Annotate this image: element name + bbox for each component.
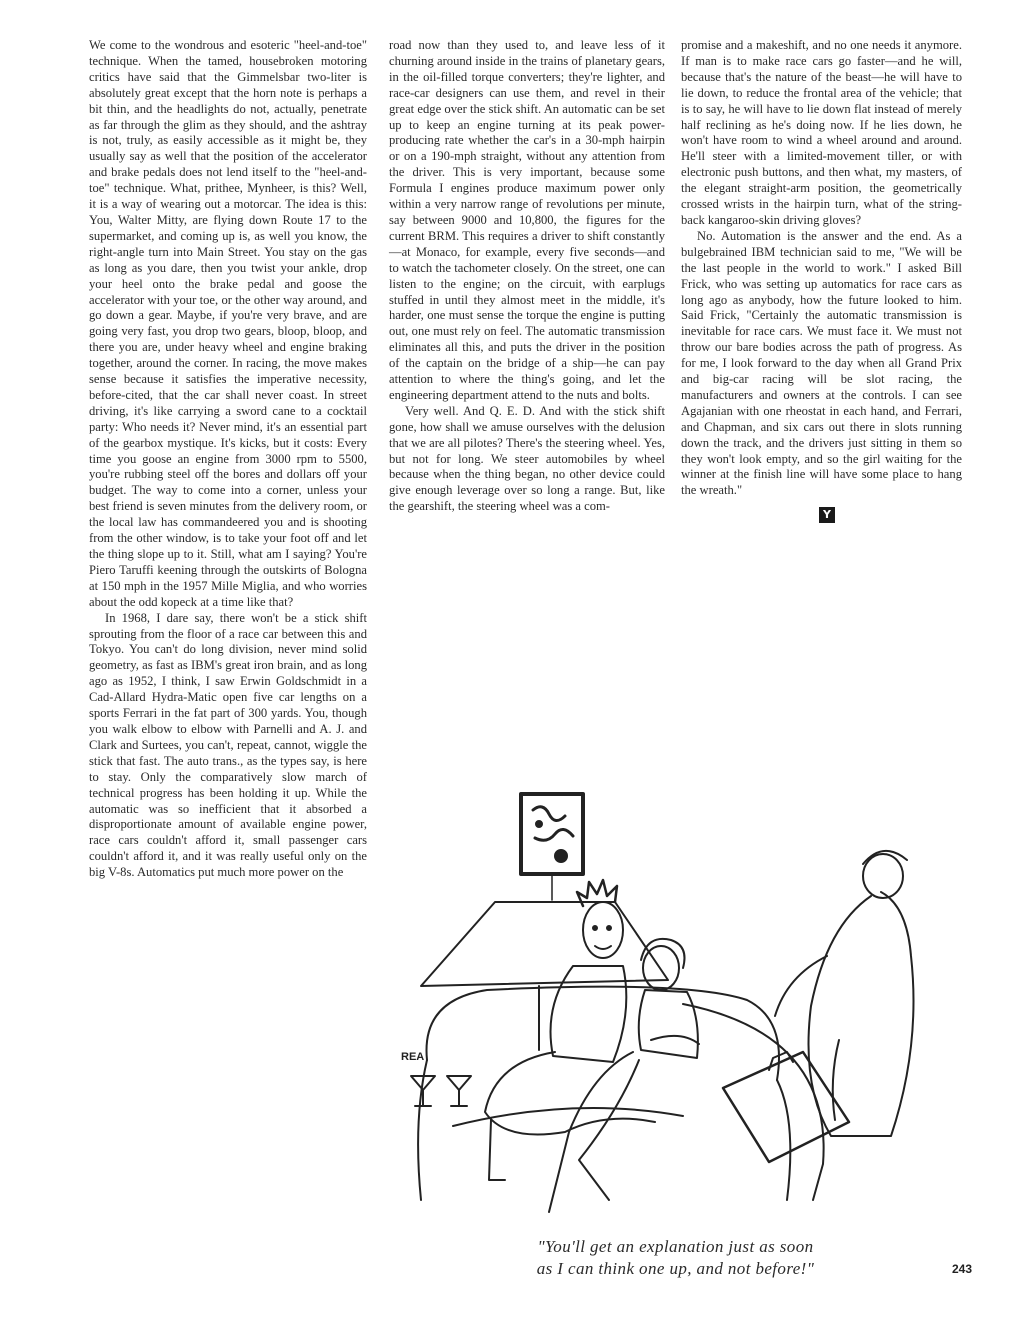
doctor-figure <box>775 851 914 1136</box>
lamp <box>421 902 668 1050</box>
artist-signature: REA <box>401 1051 425 1063</box>
article-column-3 <box>681 38 962 523</box>
couch <box>418 987 824 1200</box>
caption-line: as I can think one up, and not before!" <box>536 1259 815 1278</box>
paragraph: No. Automation is the answer and the end. As a bulgebrained IBM technician said to me, "We will be the last people in the world to work." I asked Bill Frick, who was setting up automatics for race cars as long ago as anybody, how the future looked to him. Said Frick, "Certainly the automatic transmission is inevitable for race cars. We must face it. We must not throw our bare bodies across the path of progress. As for me, I look forward to the day when all Grand Prix and big-car racing will be slot racing, the manufacturers and owners at the controls. I can see Agajanian with one rheostat in each hand, and Ferrari, and Chapman, and six cars out there in slots running down the track, and the drivers just sitting in them so they won't look empty, and so the girl waiting for the winner at the finish line will have some place to hang the wreath." <box>681 228 962 498</box>
article-column-2 <box>389 38 665 515</box>
paragraph: Very well. And Q. E. D. And with the stick shift gone, how shall we amuse ourselves with the delusion that we are all pilotes? There's the steering wheel. Yes, but not for long. We steer automobiles by wheel because when the thing began, no other device could give enough leverage over so long a range. But, like the gearshift, the steering wheel was a com- <box>389 403 665 514</box>
paragraph: road now than they used to, and leave less of it churning around inside in the trains of planetary gears, in the oil-filled torque converters; they're lighter, and race-car designers can use them, and revel in their great edge over the stick shift. An automatic can be set up to keep an engine turning at its peak power-producing rate whether the car's in a 30-mph hairpin or on a 190-mph straight, without any attention from the driver. This is very important, because some Formula I engines produce maximum power only within a very narrow range of revolutions per minute, say between 9000 and 10,800, the figures for the current BRM. This requires a driver to shift constantly—at Monaco, for example, every five seconds—and to watch the tachometer closely. On the street, one can listen to the engine; on the circuit, with earplugs stuffed in until they almost meet in the middle, it's harder, one must sense the torque the engine is putting out, one must rely on feel. The automatic transmission eliminates all this, and puts the driver in the position of the captain on the bridge of a ship—he can pay attention to where the thing's going, and let the engineering department attend to the nuts and bolts. <box>389 38 665 402</box>
page-number: 243 <box>951 1262 972 1276</box>
paragraph: In 1968, I dare say, there won't be a stick shift sprouting from the floor of a race car between this and Tokyo. You can't do long division, never mind solid geometry, as fast as IBM's great iron brain, and as long ago as 1952, I think, I saw Erwin Goldschmidt in a Cad-Allard Hydra-Matic open five car lengths on a sports Ferrari in the fat part of 300 yards. You, though you walk elbow to elbow with Parnelli and A. J. and Clark and Surtees, you can't, repeat, cannot, wiggle the stick that fast. The auto trans., as the types say, is here to stay. Only the comparatively slow march of technical progress has been holding it up. While the automatic was so inefficient that it absorbed a disproportionate amount of available engine power, race cars couldn't afford it, small passenger cars couldn't afford it, and it was really useful only on the big V-8s. Automatics put much more power on the <box>89 610 367 880</box>
wall-picture <box>521 794 583 900</box>
caption-line: "You'll get an explanation just as soon <box>537 1237 814 1256</box>
end-mark-icon: Y <box>819 507 835 523</box>
cartoon-illustration <box>383 790 968 1230</box>
woman-figure <box>549 939 699 1212</box>
paragraph: We come to the wondrous and esoteric "heel-and-toe" technique. When the tamed, housebroken motoring critics have said that the Gimmelsbar two-liter is absolutely great except that the horn note is perhaps a bit thin, and the headlights do not, actually, penetrate as far through the glim as they should, and the ashtray is not, truly, as easily accessible as it might be, they usually say as well that the position of the accelerator and brake pedals does not lend itself to the "heel-and-toe" technique. What, prithee, Mynheer, is this? Well, it is a way of wearing out a motorcar. The idea is this: You, Walter Mitty, are flying down Route 17 to the supermarket, and coming up is, as well you know, the right-angle turn into Main Street. You stay on the gas as long as you dare, then you twist your ankle, drop your heel onto the brake pedal and goose the accelerator with your toe, or the other way around, and go down a gear. Maybe, if you're very brave, and are going very fast, you drop two gears, bloop, bloop, and there you are, under heavy wheel and engine braking together, around the corner. In racing, the move makes sense because it satisfies the imperative necessity, before-cited, that the car shall never coast. In street driving, it's like carrying a sword cane to a cocktail party: Who needs it? Never mind, it's an essential part of the gearbox mystique. It's kicks, but it costs: Every time you goose an engine from 3000 rpm to 5500, you're rubbing steel off the bores and dollars off your budget. The way to come into a corner, unless your best friend is seven minutes from the delivery room, or the local law has commandeered you and is shooting from the other window, is to take your foot off and let the thing slope up to it. Still, what am I saying? You're Piero Taruffi keening through the outskirts of Bologna at 150 mph in the 1957 Mille Miglia, and who worries about the odd kopeck at a time like that? <box>89 38 367 609</box>
paragraph: promise and a makeshift, and no one needs it anymore. If man is to make race cars go faster—and he will, because that's the nature of the beast—he will have to lie down, to reduce the frontal area of the vehicle; that is to say, he will have to lie down flat instead of merely half reclining as he's doing now. If he lies down, he won't have room to wind a wheel around and around. He'll steer with a limited-movement tiller, or with electronic push buttons, and then what, my masters, of the elegant straight-arm position, the geometrically crossed wrists in the hairpin turn, what of the string-back kangaroo-skin driving gloves? <box>681 38 962 227</box>
article-column-1 <box>89 38 367 881</box>
cartoon-caption <box>383 1236 968 1280</box>
